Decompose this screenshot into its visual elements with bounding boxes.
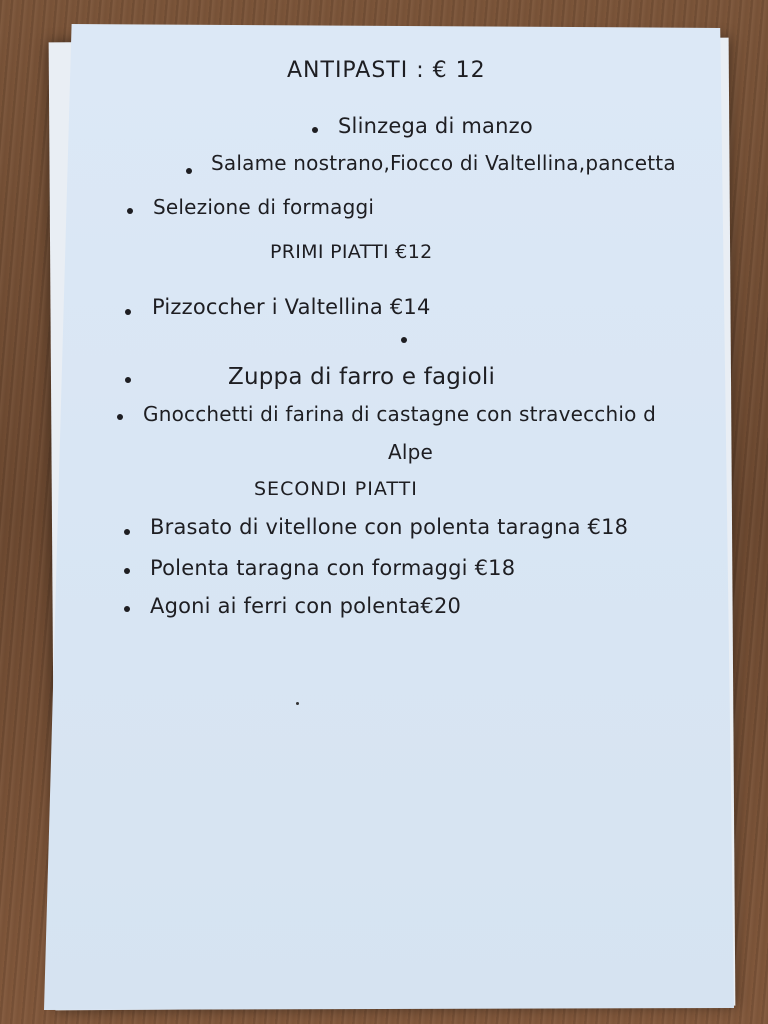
- bullet: [127, 208, 133, 214]
- secondi-item-2: Polenta taragna con formaggi €18: [150, 556, 516, 580]
- bullet: [124, 529, 130, 535]
- antipasti-item-1: Slinzega di manzo: [338, 114, 533, 138]
- bullet: [186, 168, 192, 174]
- antipasti-item-2: Salame nostrano,Fiocco di Valtellina,pancetta: [211, 151, 676, 175]
- bullet: [312, 127, 318, 133]
- bullet: [124, 606, 130, 612]
- bullet: [125, 309, 131, 315]
- primi-item-4-continued: Alpe: [388, 440, 434, 464]
- primi-item-1: Pizzoccher i Valtellina €14: [152, 295, 431, 319]
- paper-speck: [296, 702, 299, 705]
- primi-heading: PRIMI PIATTI €12: [270, 241, 433, 263]
- secondi-item-3: Agoni ai ferri con polenta€20: [150, 594, 462, 618]
- secondi-heading: SECONDI PIATTI: [254, 478, 418, 500]
- primi-item-3: Zuppa di farro e fagioli: [228, 364, 496, 390]
- secondi-item-1: Brasato di vitellone con polenta taragna €18: [150, 515, 629, 539]
- bullet: [124, 568, 130, 574]
- bullet: [117, 414, 123, 420]
- bullet: [401, 337, 407, 343]
- antipasti-item-3: Selezione di formaggi: [153, 195, 375, 219]
- bullet: [125, 377, 131, 383]
- primi-item-4: Gnocchetti di farina di castagne con stravecchio d: [143, 402, 657, 426]
- antipasti-heading: ANTIPASTI : € 12: [287, 58, 486, 83]
